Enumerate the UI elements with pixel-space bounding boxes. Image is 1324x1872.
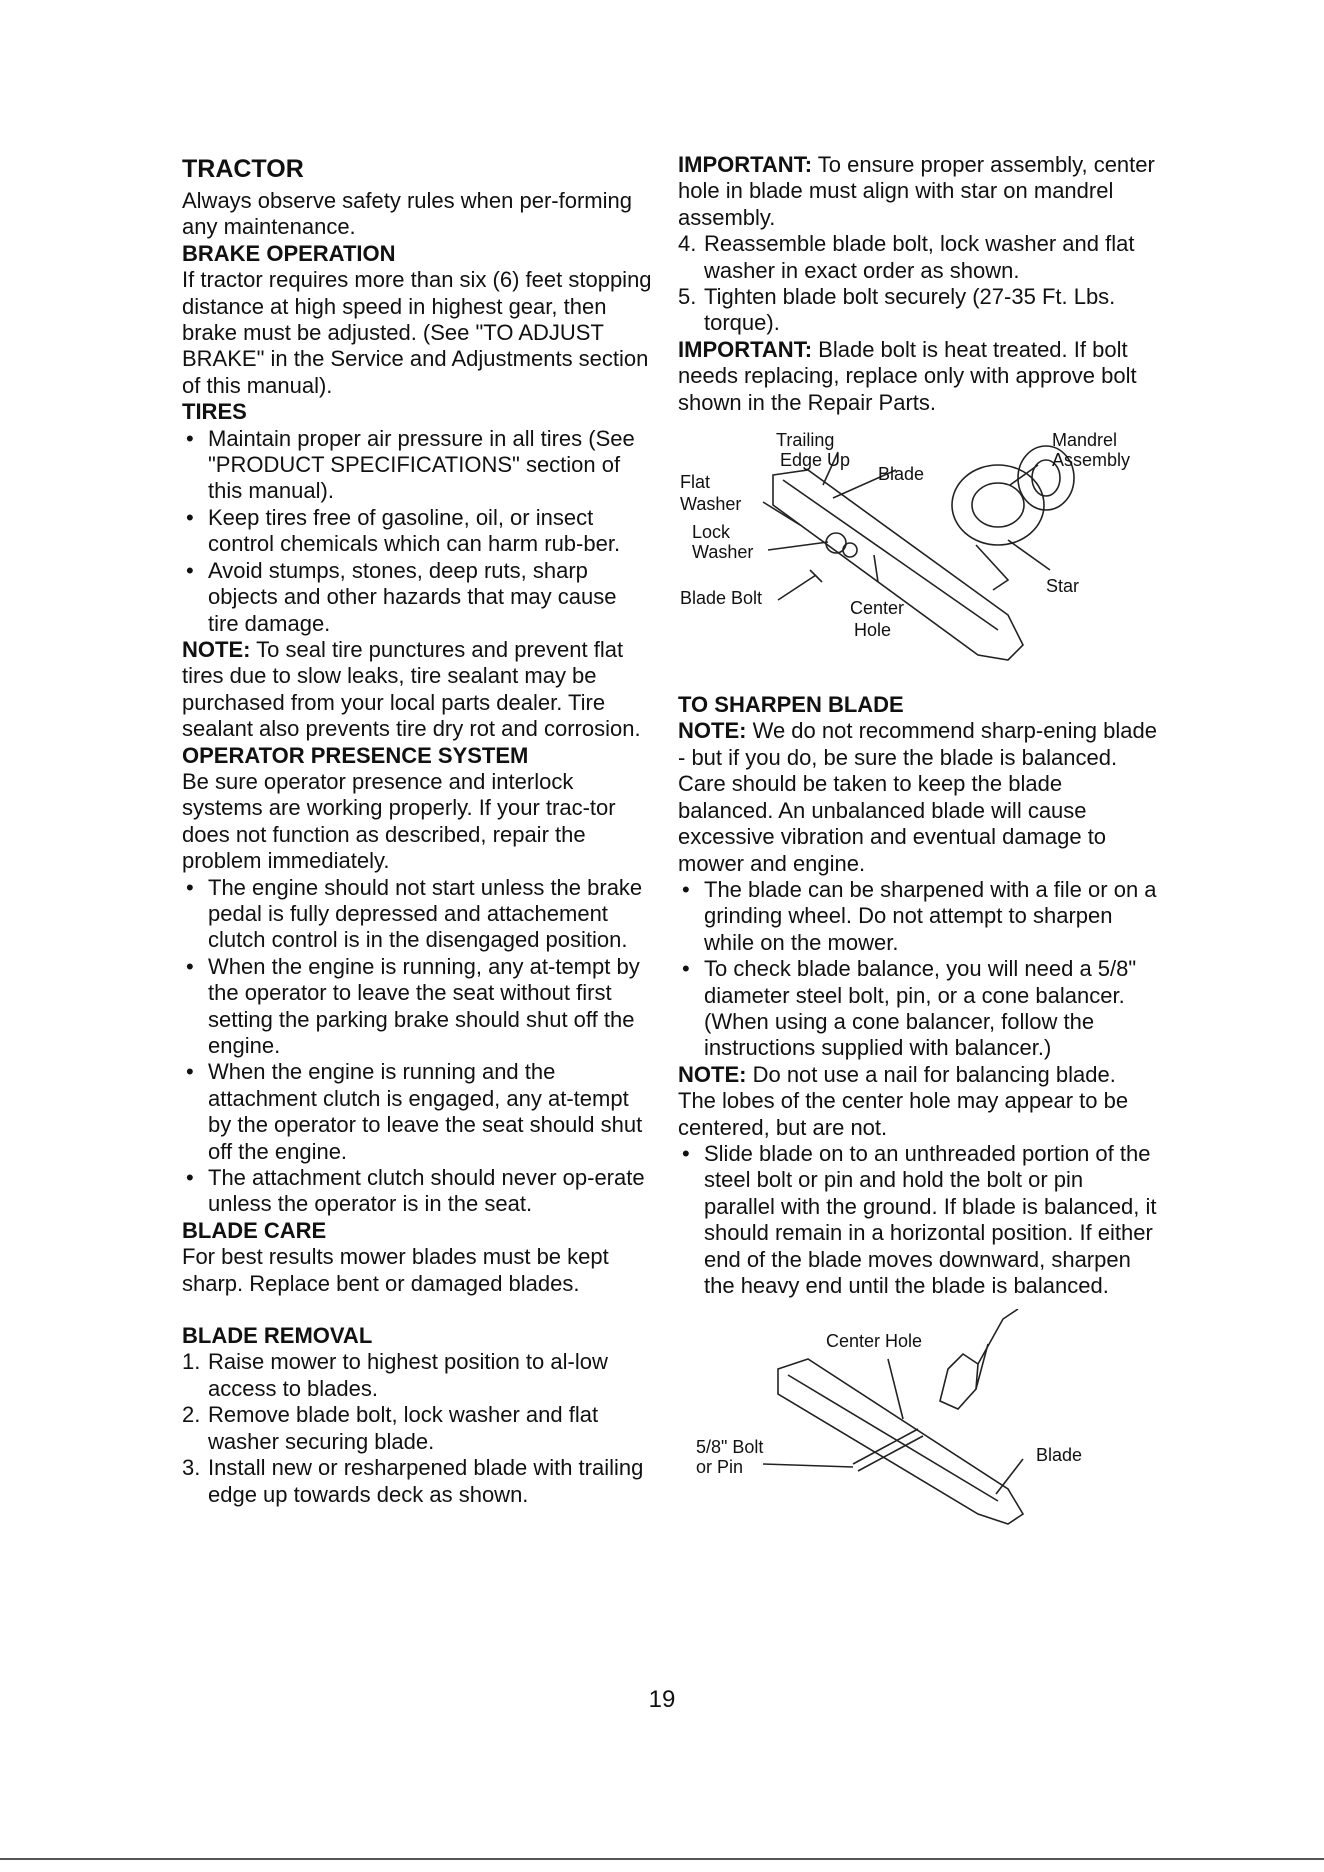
balance-list [678, 1141, 1158, 1299]
trailing-label: Trailing [776, 430, 835, 451]
star-label: Star [1046, 576, 1080, 597]
step-text: Reassemble blade bolt, lock washer and flat washer in exact order as shown. [704, 231, 1135, 283]
list-item: • The attachment clutch should never op-erate unless the operator is in the seat. [182, 1165, 652, 1218]
or-pin-label: or Pin [696, 1457, 744, 1478]
important-text: Blade bolt is heat treated. If bolt needs replacing, replace only with approve bolt shown in the Repair Parts. [678, 336, 1137, 415]
note-text: We do not recommend sharp-ening blade - but if you do, be sure the blade is balanced. [678, 718, 1157, 770]
step-number: 3. [182, 1455, 201, 1481]
intro-text: Always observe safety rules when per-forming any maintenance. [182, 188, 632, 240]
section-title: TRACTOR [182, 155, 304, 183]
blade-label: Blade [878, 464, 925, 485]
step-item [678, 231, 1158, 284]
page-number: 19 [648, 1686, 676, 1713]
hole-label: Hole [854, 620, 892, 641]
step-item [678, 284, 1158, 337]
important-label: IMPORTANT: [678, 336, 813, 362]
bolt-label: 5/8" Bolt [696, 1437, 764, 1458]
note-label: NOTE: [678, 718, 747, 744]
flat-label: Flat [680, 472, 711, 493]
step-item [182, 1349, 652, 1402]
step-number: 5. [678, 284, 697, 310]
note-text: Do not use a nail for balancing blade. The lobes of the center hole may appear to be centered, but are not. [678, 1061, 1129, 1140]
brake-heading: BRAKE OPERATION [182, 240, 396, 266]
lock-washer-label: Washer [692, 542, 754, 563]
step-text: Tighten blade bolt securely (27-35 Ft. Lbs. torque). [704, 284, 1116, 336]
mandrel-label: Mandrel [1052, 430, 1118, 451]
removal-steps-continued [678, 231, 1158, 337]
step-text: Remove blade bolt, lock washer and flat washer securing blade. [208, 1402, 599, 1454]
step-number: 2. [182, 1402, 201, 1428]
blade-removal-heading: BLADE REMOVAL [182, 1323, 373, 1349]
sharpen-heading: TO SHARPEN BLADE [678, 692, 904, 718]
scan-edge-line [0, 1858, 1324, 1860]
removal-steps [182, 1349, 652, 1507]
lock-label: Lock [692, 522, 731, 543]
sharpen-list [678, 877, 1158, 1062]
list-item: • Maintain proper air pressure in all tires (See "PRODUCT SPECIFICATIONS" section of this manual). [182, 426, 652, 505]
ops-text: Be sure operator presence and interlock systems are working properly. If your trac-tor does not function as described, repair the problem immediately. [182, 768, 616, 874]
blade-assembly-figure [678, 430, 1158, 690]
flat-washer-label: Washer [680, 494, 742, 515]
edge-up-label: Edge Up [780, 450, 851, 471]
important-assembly [678, 152, 1158, 231]
blade-care-heading: BLADE CARE [182, 1217, 327, 1243]
step-item [182, 1455, 652, 1508]
blade-care-text: For best results mower blades must be kept sharp. Replace bent or damaged blades. [182, 1244, 609, 1296]
note-text: To seal tire punctures and prevent flat tires due to slow leaks, tire sealant may be purchased from your local parts dealer. Tire sealant also prevents tire dry rot and corrosion. [182, 636, 641, 742]
ops-heading: OPERATOR PRESENCE SYSTEM [182, 742, 529, 768]
brake-text: If tractor requires more than six (6) feet stopping distance at high speed in highest gear, then brake must be adjusted. (See "TO ADJUST BRAKE" in the Service and Adjustments section of this manual). [182, 267, 652, 398]
tires-note [182, 637, 652, 743]
list-item: • To check blade balance, you will need a 5/8" diameter steel bolt, pin, or a cone balancer. (When using a cone balancer, follow the instructions supplied with balancer.) [678, 956, 1158, 1062]
list-item: • Slide blade on to an unthreaded portion of the steel bolt or pin and hold the bolt or pin parallel with the ground. If blade is balanced, it should remain in a horizontal position. If either end of the blade moves downward, sharpen the heavy end until the blade is balanced. [678, 1141, 1158, 1299]
balance-note [678, 1062, 1158, 1141]
tires-list [182, 426, 652, 637]
list-item: • When the engine is running, any at-tempt by the operator to leave the seat without first setting the parking brake should shut off the engine. [182, 954, 652, 1060]
ops-list [182, 875, 652, 1218]
blade-balance-figure [678, 1309, 1158, 1529]
blade-bolt-label: Blade Bolt [680, 588, 763, 609]
list-item: • Avoid stumps, stones, deep ruts, sharp objects and other hazards that may cause tire damage. [182, 558, 652, 637]
important-text: To ensure proper assembly, center hole in blade must align with star on mandrel assembly. [678, 152, 1155, 230]
list-item: • When the engine is running and the attachment clutch is engaged, any at-tempt by the operator to leave the seat should shut off the engine. [182, 1059, 652, 1165]
list-item: • The engine should not start unless the brake pedal is fully depressed and attachement clutch control is in the disengaged position. [182, 875, 652, 954]
step-number: 1. [182, 1349, 201, 1375]
note-label: NOTE: [182, 636, 251, 662]
center-label: Center [850, 598, 905, 619]
center-hole-label: Center Hole [826, 1331, 923, 1352]
step-item [182, 1402, 652, 1455]
sharpen-text: Care should be taken to keep the blade balanced. An unbalanced blade will cause excessive vibration and eventual damage to mower and engine. [678, 771, 1107, 876]
list-item: • The blade can be sharpened with a file or on a grinding wheel. Do not attempt to sharpen while on the mower. [678, 877, 1158, 956]
tires-heading: TIRES [182, 399, 247, 425]
right-column [678, 152, 1158, 1529]
step-number: 4. [678, 231, 697, 257]
sharpen-note [678, 718, 1158, 771]
step-text: Install new or resharpened blade with trailing edge up towards deck as shown. [208, 1455, 644, 1507]
important-bolt [678, 337, 1158, 416]
important-label: IMPORTANT: [678, 152, 813, 177]
list-item: • Keep tires free of gasoline, oil, or insect control chemicals which can harm rub-ber. [182, 505, 652, 558]
step-text: Raise mower to highest position to al-low access to blades. [208, 1349, 608, 1401]
assembly-label: Assembly [1052, 450, 1131, 471]
left-column [182, 152, 652, 1508]
note-label: NOTE: [678, 1061, 747, 1087]
blade-label: Blade [1036, 1445, 1083, 1466]
